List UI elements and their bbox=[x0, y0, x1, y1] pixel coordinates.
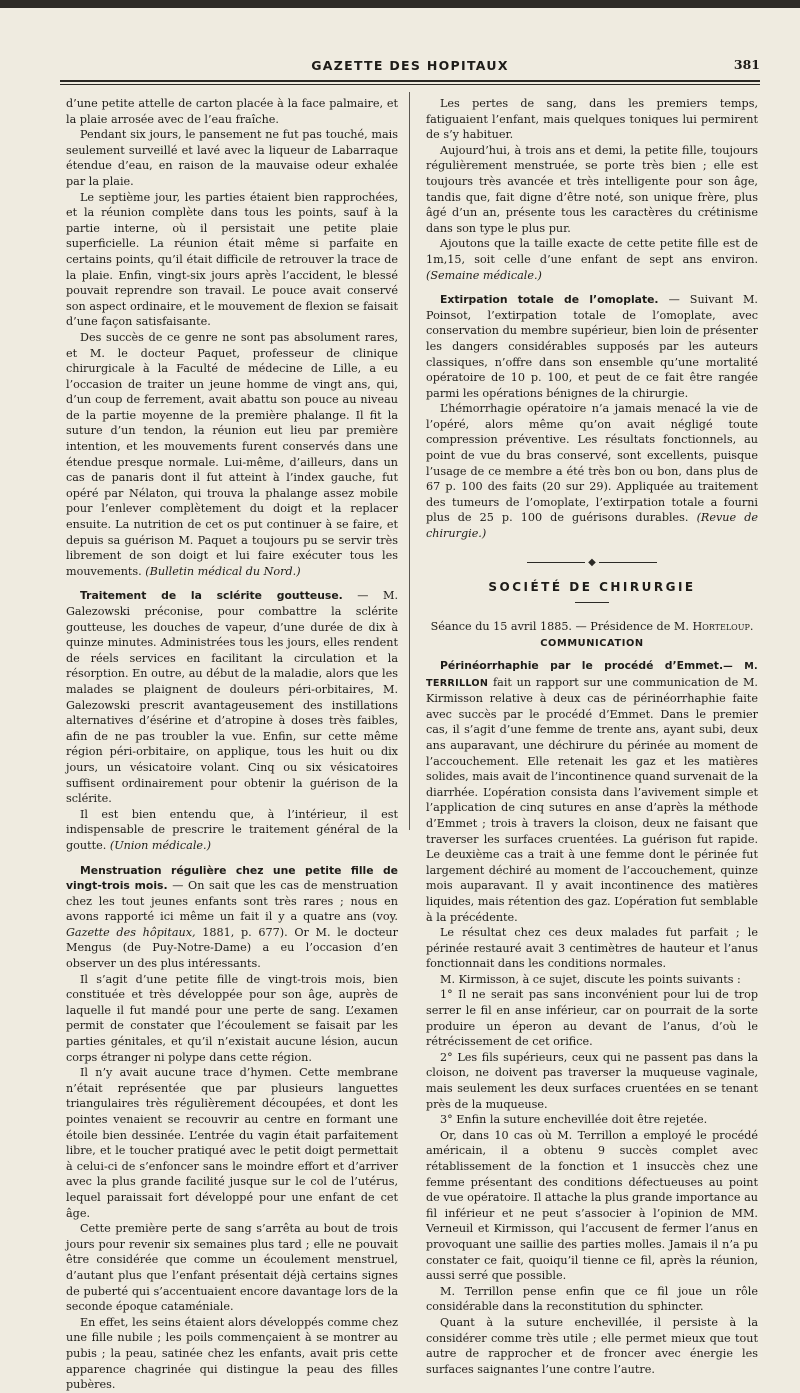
article-omoplate bbox=[426, 292, 758, 401]
article-title: Menstruation régulière chez une petite fille de vingt-trois mois. bbox=[66, 863, 398, 893]
page-number: 381 bbox=[733, 57, 760, 72]
page-header bbox=[60, 56, 760, 76]
header-rule-thick bbox=[60, 80, 760, 82]
paragraph bbox=[426, 401, 758, 541]
right-column bbox=[426, 96, 758, 1377]
paragraph-text: Des succès de ce genre ne sont pas absolument rares, et M. le docteur Paquet, professeur de clinique chirurgicale à la Faculté de médecine de Lille, a eu l’occasion de traiter un jeune homme de vingt ans, qui, d’un coup de ferrement, avait abattu son pouce au niveau de la partie moyenne de la première phalange. Il fit la suture d’un tendon, la réunion eut lieu par première intention, et les mouvements furent conservés dans une étendue presque normale. Lui-même, d’ailleurs, dans un cas de panaris dont il fut atteint à l’index gauche, fut opéré par Nélaton, qui trouva la phalange assez mobile pour l’enlever complètement du doigt et la replacer ensuite. La nutrition de cet os put continuer à se faire, et depuis sa guérison M. Paquet a toujours pu se servir très librement de son doigt et lui faire exécuter tous les mouvements. bbox=[66, 330, 398, 578]
paragraph: Cette première perte de sang s’arrêta au bout de trois jours pour revenir six semaines plus tard ; elle ne pouvait être considérée que comme un écoulement menstruel, d’autant plus que l’enfant présentait déjà certains signes de puberté qui s’accentuaient encore davantage lors de la seconde époque cataméniale. bbox=[66, 1222, 398, 1314]
paragraph: Aujourd’hui, à trois ans et demi, la petite fille, toujours régulièrement menstruée, se porte très bien ; elle est toujours très avancée et très intelligente pour son âge, tandis que, fait digne d’être noté, son unique frère, plus âgé d’un an, présente tous les caractères du crétinisme dans son type le plus pur. bbox=[426, 143, 758, 235]
society-title: SOCIÉTÉ DE CHIRURGIE bbox=[488, 580, 696, 595]
paragraph: Le septième jour, les parties étaient bien rapprochées, et la réunion complète dans tous les points, sauf à la partie interne, où il persistait une petite plaie superficielle. La réunion était même si parfaite en certains points, qu’il était difficile de retrouver la trace de la plaie. Enfin, vingt-six jours après l’accident, le blessé pouvait reprendre son travail. Le pouce avait conservé son aspect ordinaire, et le mouvement de flexion se faisait d’une façon satisfaisante. bbox=[66, 190, 398, 329]
paragraph: Or, dans 10 cas où M. Terrillon a employé le procédé américain, il a obtenu 9 succès complet avec rétablissement de la fonction et 1 insuccès chez une femme présentant des conditions défectueuses au point de vue opératoire. Il attache la plus grande importance au fil inférieur et ne peut s’associer à l’opinion de MM. Verneuil et Kirmisson, qui l’accusent de fermer l’anus en provoquant une saillie des parties molles. Jamais il n’a pu constater ce fait, quoiqu’il tienne ce fil, après la réunion, aussi serré que possible. bbox=[426, 1128, 758, 1283]
page-top-band bbox=[0, 0, 800, 8]
article-perineorrhaphie bbox=[426, 658, 758, 925]
paragraph: M. Terrillon pense enfin que ce fil joue un rôle considérable dans la reconstitution du sphincter. bbox=[426, 1284, 758, 1314]
paragraph: 3° Enfin la suture enchevillée doit être rejetée. bbox=[440, 1113, 708, 1127]
header-rule-thin bbox=[60, 84, 760, 85]
left-column bbox=[66, 96, 398, 1393]
seance-line bbox=[426, 619, 758, 635]
article-title: Traitement de la sclérite goutteuse. bbox=[80, 589, 343, 603]
paragraph: 1° Il ne serait pas sans inconvénient pour lui de trop serrer le fil en anse inférieur, car on pourrait de la sorte produire un éperon au devant de l’anus, d’où le rétrécissement de cet orifice. bbox=[426, 988, 758, 1049]
article-text: — On sait que les cas de menstruation chez les tout jeunes enfants sont très rares ; nous en avons rapporté ici même un fait il y a quatre ans (voy. bbox=[66, 879, 399, 924]
paragraph: Les pertes de sang, dans les premiers temps, fatiguaient l’enfant, mais quelques toniques lui permirent de s’y habituer. bbox=[426, 97, 758, 142]
seance-text: Séance du 15 avril 1885. — Présidence de M. bbox=[430, 619, 693, 633]
paragraph: Quant à la suture enchevillée, il persiste à la considérer comme très utile ; elle permet mieux que tout autre de rapprocher et de froncer avec énergie les surfaces saignantes l’une contre l’autre. bbox=[426, 1315, 758, 1376]
paragraph: Pendant six jours, le pansement ne fut pas touché, mais seulement surveillé et lavé avec la liqueur de Labarraque étendue d’eau, en raison de la mauvaise odeur exhalée par la plaie. bbox=[66, 128, 398, 188]
journal-title: GAZETTE DES HOPITAUX bbox=[311, 58, 509, 73]
article-text: 1881, p. 677). Or M. le docteur Mengus (de Puy-Notre-Dame) a eu l’occasion d’en observer un des plus intéressants. bbox=[66, 925, 398, 971]
paragraph bbox=[426, 236, 758, 283]
source-citation: (Union médicale.) bbox=[109, 838, 211, 852]
paragraph: Il s’agit d’une petite fille de vingt-trois mois, bien constituée et très développée pour son âge, auprès de laquelle il fut mandé pour une perte de sang. L’examen permit de constater que l’écoulement se faisait par les parties génitales, et qu’il n’existait aucune lésion, aucun corps étranger ni polype dans cette région. bbox=[66, 972, 398, 1064]
article-text: — M. Galezowski préconise, pour combattre la sclérite goutteuse, les douches de vapeur, d’une durée de dix à quinze minutes. Administrées tous les jours, elles rendent de réels services en facilitant la circulation et la résorption. En outre, au début de la maladie, alors que les malades se plaignent de douleurs péri-orbitaires, M. Galezowski prescrit avantageusement des instillations alternatives d’ésérine et d’atropine à doses très faibles, afin de ne pas troubler la vue. Enfin, sur cette même région péri-orbitaire, on applique, tous les huit ou dix jours, un vésicatoire volant. Cinq ou six vésicatoires suffisent ordinairement pour obtenir la guérison de la sclérite. bbox=[66, 589, 399, 806]
short-rule bbox=[575, 602, 609, 603]
article-menstruation bbox=[66, 863, 398, 972]
paragraph: Le résultat chez ces deux malades fut parfait ; le périnée restauré avait 3 centimètres de hauteur et l’anus fonctionnait dans les conditions normales. bbox=[426, 926, 758, 971]
paragraph-text: Il est bien entendu que, à l’intérieur, il est indispensable de prescrire le traitement général de la goutte. bbox=[66, 807, 398, 852]
source-citation: (Revue de chirurgie.) bbox=[426, 511, 758, 541]
reference: Gazette des hôpitaux, bbox=[66, 925, 196, 939]
section-ornament: ◆ bbox=[426, 555, 758, 571]
communication-label: COMMUNICATION bbox=[540, 638, 644, 650]
paragraph: d’une petite attelle de carton placée à la face palmaire, et la plaie arrosée avec de l’eau fraîche. bbox=[66, 97, 398, 126]
column-separator bbox=[409, 92, 410, 830]
source-citation: (Bulletin médical du Nord.) bbox=[145, 564, 301, 578]
paragraph: En effet, les seins étaient alors développés comme chez une fille nubile ; les poils commençaient à se montrer au pubis ; la peau, satinée chez les enfants, avait pris cette apparence chagrinée qui distingue la peau des filles pubères. bbox=[66, 1315, 398, 1392]
article-sclerite bbox=[66, 588, 398, 806]
article-title: Périnéorrhaphie par le procédé d’Emmet. bbox=[440, 659, 724, 672]
paragraph bbox=[66, 330, 398, 580]
paragraph: Il n’y avait aucune trace d’hymen. Cette membrane n’était représentée que par plusieurs languettes triangulaires très régulièrement découpées, et dont les pointes venaient se recouvrir au centre en formant une étoile bien dessinée. L’entrée du vagin était parfaitement libre, et le toucher pratiqué avec le petit doigt permettait à celui-ci de s’enfoncer sans le moindre effort et d’arriver avec la plus grande facilité jusque sur le col de l’utérus, lequel paraissait fort développé pour une enfant de cet âge. bbox=[66, 1066, 398, 1220]
article-author: — M. TERRILLON bbox=[426, 661, 759, 689]
paragraph: 2° Les fils supérieurs, ceux qui ne passent pas dans la cloison, ne doivent pas traverser la muqueuse vaginale, mais seulement les deux surfaces cruentées en se tenant près de la muqueuse. bbox=[426, 1050, 758, 1111]
article-title: Extirpation totale de l’omoplate. bbox=[440, 293, 659, 307]
paragraph: M. Kirmisson, à ce sujet, discute les points suivants : bbox=[440, 972, 741, 986]
article-text: fait un rapport sur une communication de M. Kirmisson relative à deux cas de périnéorrhaphie faite avec succès par le procédé d’Emmet. Dans le premier cas, il s’agit d’une femme de trente ans, ayant subi, deux ans auparavant, une déchirure du périnée au moment de l’accouchement. Elle retenait les gaz et les matières solides, mais avait de l’incontinence quand survenait de la diarrhée. L’opération consista dans l’avivement simple et l’application de cinq sutures en anse d’après la méthode d’Emmet ; trois à travers la cloison, deux ne faisant que traverser les surfaces cruentées. La guérison fut rapide. Le deuxième cas a trait à une femme dont le périnée fut largement déchiré au moment de l’accouchement, quinze mois auparavant. Il y avait incontinence des matières liquides, mais rétention des gaz. L’opération fut semblable à la précédente. bbox=[426, 675, 759, 924]
source-citation: (Semaine médicale.) bbox=[426, 268, 542, 282]
president-name: Horteloup. bbox=[692, 619, 754, 633]
paragraph-text: Ajoutons que la taille exacte de cette petite fille est de 1m,15, soit celle d’une enfant de sept ans environ. bbox=[426, 237, 758, 266]
paragraph bbox=[66, 807, 398, 854]
paragraph-text: L’hémorrhagie opératoire n’a jamais menacé la vie de l’opéré, alors même qu’on avait négligé toute compression préventive. Les résultats fonctionnels, au point de vue du bras conservé, sont excellents, puisque l’usage de ce membre a été très bon ou bon, dans plus de 67 p. 100 des faits (20 sur 29). Appliquée au traitement des tumeurs de l’omoplate, l’extirpation totale a fourni plus de 25 p. 100 de guérisons durables. bbox=[426, 402, 758, 525]
article-text: — Suivant M. Poinsot, l’extirpation totale de l’omoplate, avec conservation du membre supérieur, bien loin de présenter les dangers considérables supposés par les auteurs classiques, n’offre dans son ensemble qu’une mortalité opératoire de 10 p. 100, et peut de ce fait être rangée parmi les opérations bénignes de la chirurgie. bbox=[426, 293, 758, 400]
